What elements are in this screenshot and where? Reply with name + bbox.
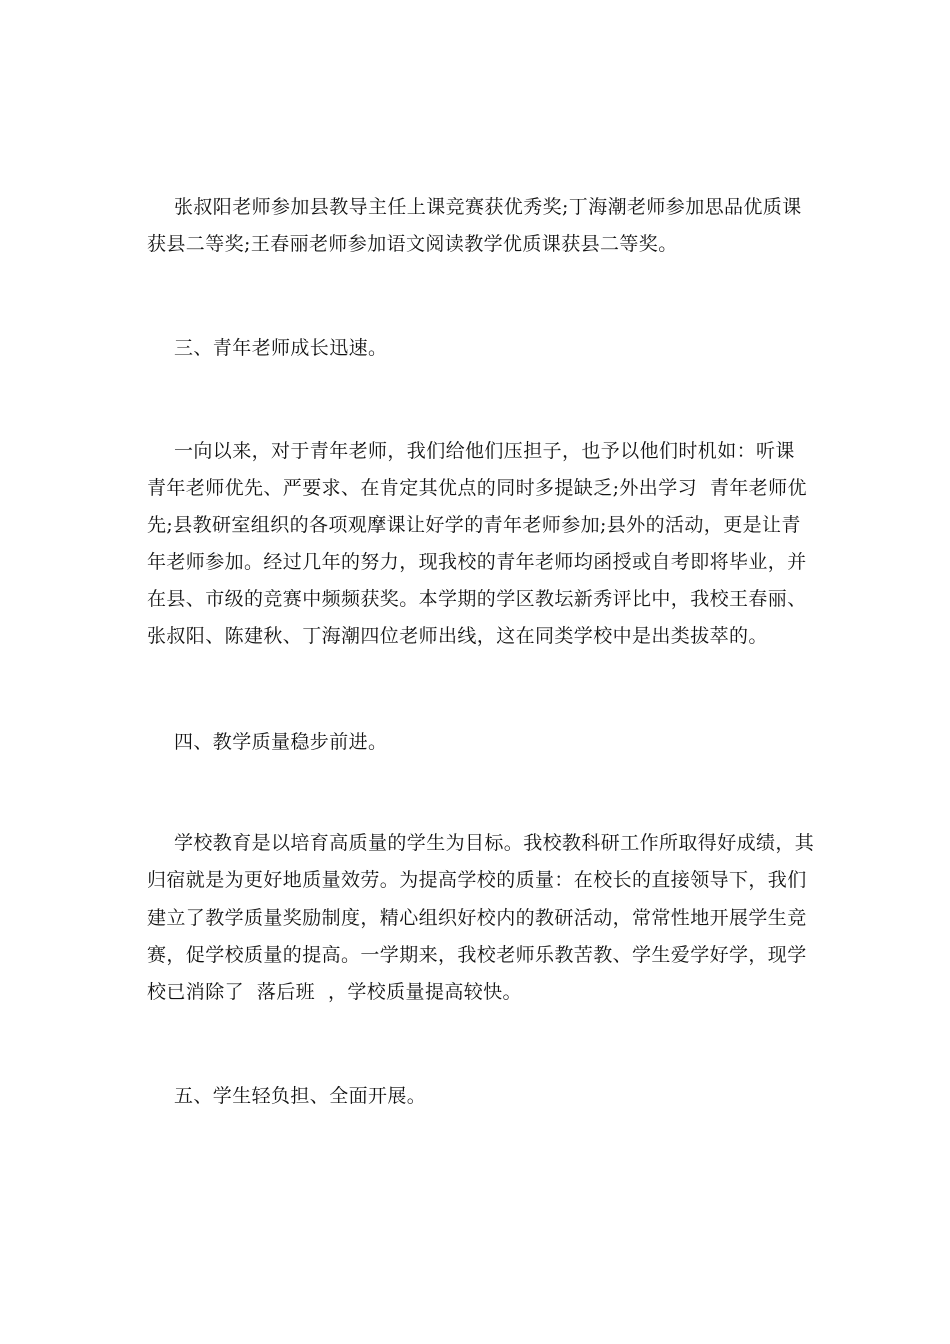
- text-line: 建立了教学质量奖励制度，精心组织好校内的教研活动，常常性地开展学生竞: [147, 907, 807, 929]
- section-heading-4: 四、教学质量稳步前进。: [174, 731, 388, 753]
- text-line: 归宿就是为更好地质量效劳。为提高学校的质量：在校长的直接领导下，我们: [147, 869, 807, 891]
- text-line: 获县二等奖;王春丽老师参加语文阅读教学优质课获县二等奖。: [147, 233, 678, 255]
- text-line: 校已消除了 落后班 ，学校质量提高较快。: [147, 981, 522, 1003]
- section-heading-5: 五、学生轻负担、全面开展。: [174, 1085, 427, 1107]
- text-line: 在县、市级的竞赛中频频获奖。本学期的学区教坛新秀评比中，我校王春丽、: [147, 588, 807, 610]
- text-line: 先;县教研室组织的各项观摩课让好学的青年老师参加;县外的活动，更是让青: [147, 514, 801, 536]
- text-line: 赛，促学校质量的提高。一学期来，我校老师乐教苦教、学生爱学好学，现学: [147, 944, 807, 966]
- text-line: 一向以来，对于青年老师，我们给他们压担子，也予以他们时机如：听课: [174, 440, 795, 462]
- text-line: 张叔阳老师参加县教导主任上课竞赛获优秀奖;丁海潮老师参加思品优质课: [174, 196, 802, 218]
- section-heading-3: 三、青年老师成长迅速。: [174, 337, 388, 359]
- text-line: 青年老师优先、严要求、在肯定其优点的同时多提缺乏;外出学习 青年老师优: [147, 477, 807, 499]
- text-line: 张叔阳、陈建秋、丁海潮四位老师出线，这在同类学校中是出类拔萃的。: [147, 625, 768, 647]
- text-line: 学校教育是以培育高质量的学生为目标。我校教科研工作所取得好成绩，其: [174, 832, 815, 854]
- text-line: 年老师参加。经过几年的努力，现我校的青年老师均函授或自考即将毕业，并: [147, 551, 807, 573]
